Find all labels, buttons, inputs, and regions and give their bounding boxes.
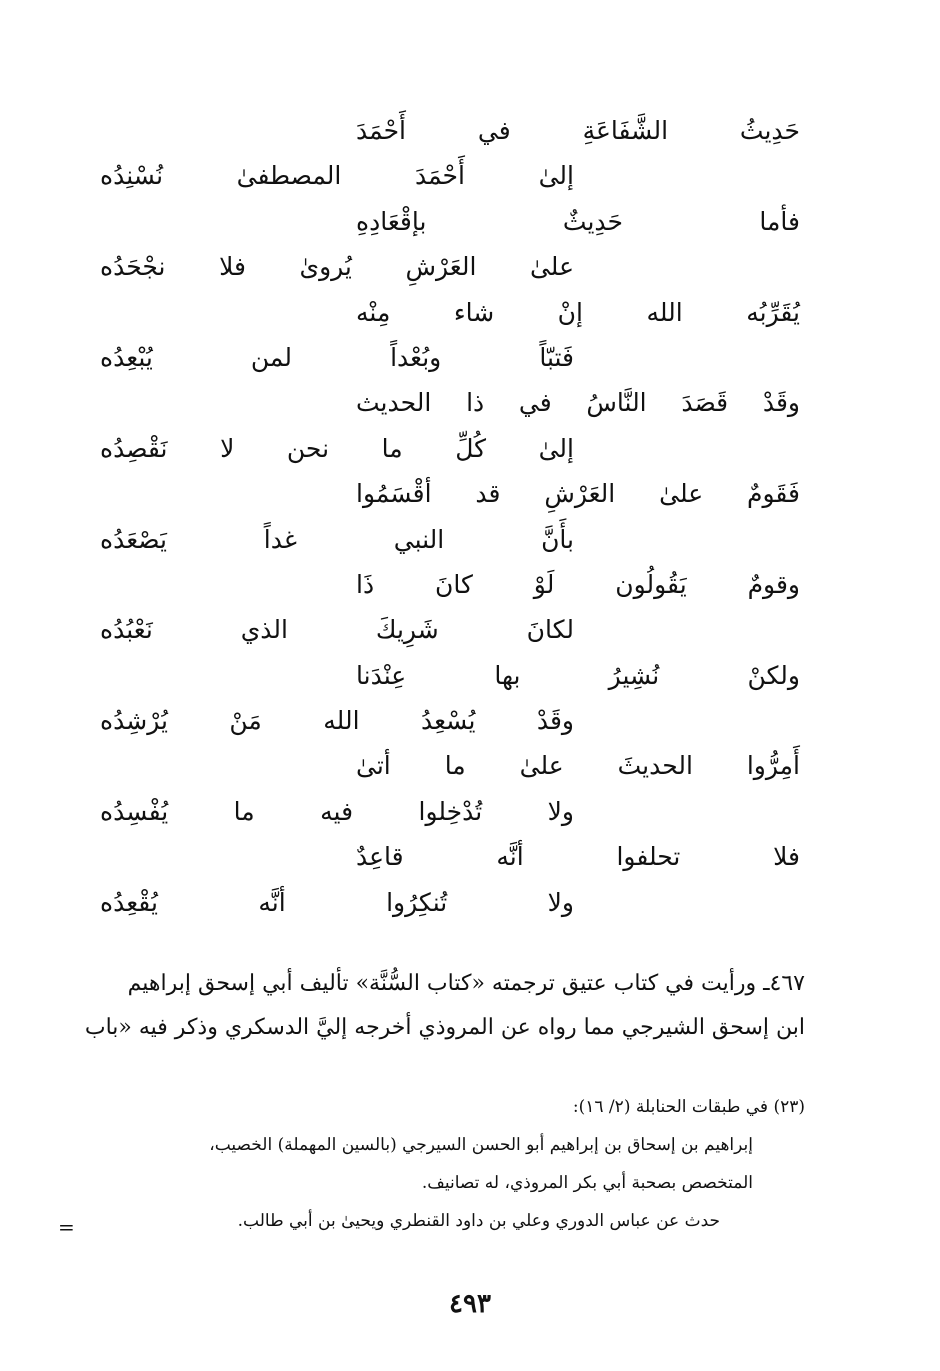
poem-word: حَدِيثُ bbox=[739, 116, 800, 145]
poem-word: في bbox=[518, 388, 552, 418]
poem-word: لا bbox=[220, 433, 235, 463]
poem-word: قد bbox=[475, 479, 501, 509]
poem-line-9 bbox=[356, 471, 800, 516]
poem-word: الله bbox=[646, 297, 683, 327]
poem-word: حَدِيثٌ bbox=[562, 206, 623, 236]
poem-word: فلا bbox=[773, 842, 800, 872]
poem-word: يَصْعَدُه bbox=[100, 524, 167, 554]
poem-word: علىٰ bbox=[529, 252, 574, 282]
poem-word: أتىٰ bbox=[356, 751, 391, 781]
poem-word: ما bbox=[233, 796, 255, 826]
poem-word: يُبْعِدُه bbox=[100, 342, 153, 372]
poem-line-5 bbox=[356, 290, 800, 335]
prose-paragraph bbox=[84, 962, 805, 1050]
poem-word: أنَّه bbox=[258, 887, 286, 917]
poem-word: لمن bbox=[250, 342, 293, 372]
poem-word: شاء bbox=[453, 297, 495, 327]
poem-line-13 bbox=[356, 653, 800, 698]
poem-verses bbox=[100, 108, 800, 925]
prose-line-1: ٤٦٧ـ ورأيت في كتاب عتيق ترجمته «كتاب السُّنَّة» تأليف أبي إسحق إبراهيم bbox=[127, 971, 805, 996]
footnote-line-1: إبراهيم بن إسحاق بن إبراهيم أبو الحسن السيرجي (بالسين المهملة) الخصيب، bbox=[209, 1135, 753, 1155]
poem-word: يُروىٰ bbox=[299, 252, 352, 282]
poem-word: النَّاسُ bbox=[586, 388, 647, 418]
poem-word: يَقُولُون bbox=[615, 569, 687, 599]
poem-word: غداً bbox=[263, 524, 297, 554]
poem-line-10 bbox=[100, 517, 574, 562]
poem-word: شَرِيكَ bbox=[375, 615, 439, 645]
footnote-line-2: المتخصص بصحبة أبي بكر المروذي، له تصانيف. bbox=[421, 1173, 753, 1193]
poem-word: وقَدْ bbox=[762, 388, 800, 418]
poem-word: نحن bbox=[286, 433, 330, 463]
poem-word: بها bbox=[494, 660, 521, 690]
poem-word: قاعِدٌ bbox=[356, 842, 404, 872]
poem-line-2 bbox=[100, 153, 574, 198]
poem-word: العَرْشِ bbox=[544, 479, 616, 509]
poem-word: يُفْسِدُه bbox=[100, 796, 169, 826]
poem-word: نُشِيرُ bbox=[608, 660, 660, 690]
poem-word: يُقَرِّبُه bbox=[746, 297, 800, 327]
poem-line-7 bbox=[356, 380, 800, 425]
poem-word: العَرْشِ bbox=[405, 252, 477, 282]
poem-word: الله bbox=[323, 706, 360, 736]
poem-word: نَعْبُدُه bbox=[100, 615, 153, 645]
poem-word: عِنْدَنا bbox=[356, 660, 407, 690]
poem-word: أَحْمَدَ bbox=[356, 116, 406, 145]
poem-word: ولكنْ bbox=[747, 660, 800, 690]
poem-word: وبُعْداً bbox=[390, 342, 442, 372]
poem-word: أَحْمَدَ bbox=[414, 161, 465, 191]
poem-word: نَقْصِدُه bbox=[100, 433, 168, 463]
poem-line-1 bbox=[356, 108, 800, 153]
prose-line-2: ابن إسحق الشيرجي مما رواه عن المروذي أخرجه إليَّ الدسكري وذكر فيه «باب bbox=[84, 1015, 805, 1040]
footnote-heading: (٢٣) في طبقات الحنابلة (٢/ ١٦): bbox=[572, 1097, 805, 1117]
poem-word: علىٰ bbox=[519, 751, 564, 781]
poem-word: الحديث bbox=[356, 388, 432, 418]
poem-word: بإقْعَادِهِ bbox=[356, 206, 427, 236]
poem-line-3 bbox=[356, 199, 800, 244]
poem-word: ما bbox=[381, 433, 403, 463]
poem-line-8 bbox=[100, 426, 574, 471]
poem-word: فلا bbox=[219, 252, 246, 282]
poem-line-14 bbox=[100, 698, 574, 743]
poem-word: ولا bbox=[547, 796, 574, 826]
poem-line-15 bbox=[356, 743, 800, 788]
poem-word: يُرْشِدُه bbox=[100, 706, 168, 736]
poem-word: فيه bbox=[320, 796, 354, 826]
poem-word: إلىٰ bbox=[538, 161, 574, 191]
poem-word: في bbox=[477, 116, 511, 145]
poem-word: تحلفوا bbox=[616, 842, 681, 872]
poem-word: نُسْنِدُه bbox=[100, 161, 164, 191]
poem-word: يُقْعِدُه bbox=[100, 887, 158, 917]
poem-line-4 bbox=[100, 244, 574, 289]
poem-word: لَوْ bbox=[533, 569, 555, 599]
poem-word: وقَدْ bbox=[536, 706, 574, 736]
poem-word: ولا bbox=[547, 887, 574, 917]
poem-word: تُنكِرُوا bbox=[386, 887, 448, 917]
poem-word: المصطفىٰ bbox=[236, 161, 342, 191]
poem-word: مَنْ bbox=[229, 706, 262, 736]
poem-word: تُدْخِلوا bbox=[418, 796, 483, 826]
poem-word: وقومٌ bbox=[747, 569, 800, 599]
page-number: ٤٩٣ bbox=[449, 1289, 491, 1319]
poem-line-6 bbox=[100, 335, 574, 380]
poem-line-18 bbox=[100, 880, 574, 925]
poem-line-12 bbox=[100, 607, 574, 652]
poem-word: إنْ bbox=[557, 297, 583, 327]
poem-word: ذَا bbox=[356, 569, 375, 599]
poem-word: لكانَ bbox=[526, 615, 574, 645]
poem-word: قَصَدَ bbox=[681, 388, 729, 418]
poem-word: الحديثَ bbox=[617, 751, 693, 781]
poem-word: أَمِرُّوا bbox=[746, 751, 800, 781]
poem-word: مِنْه bbox=[356, 297, 391, 327]
poem-word: النبي bbox=[393, 524, 445, 554]
poem-word: فَقَومٌ bbox=[747, 479, 800, 509]
poem-line-17 bbox=[356, 834, 800, 879]
poem-word: الذي bbox=[240, 615, 288, 645]
poem-word: يُسْعِدُ bbox=[420, 706, 476, 736]
continuation-mark: = bbox=[58, 1215, 75, 1239]
poem-word: أنَّه bbox=[496, 842, 524, 872]
poem-word: فأما bbox=[759, 206, 800, 236]
poem-word: كُلِّ bbox=[455, 433, 487, 463]
poem-word: فَتبّاً bbox=[539, 342, 574, 372]
poem-word: ذا bbox=[466, 388, 485, 418]
footnote-line-3: حدث عن عباس الدوري وعلي بن داود القنطري ويحيىٰ بن أبي طالب. bbox=[237, 1211, 720, 1231]
footnote-section bbox=[100, 1088, 805, 1240]
poem-word: نجْحَدُه bbox=[100, 252, 166, 282]
poem-line-16 bbox=[100, 789, 574, 834]
poem-word: ما bbox=[444, 751, 466, 781]
poem-word: الشَّفَاعَةِ bbox=[582, 116, 669, 145]
poem-word: أقْسَمُوا bbox=[356, 479, 432, 509]
poem-word: إلىٰ bbox=[538, 433, 574, 463]
poem-line-11 bbox=[356, 562, 800, 607]
poem-word: علىٰ bbox=[659, 479, 704, 509]
poem-word: كانَ bbox=[435, 569, 473, 599]
poem-word: بأَنَّ bbox=[541, 524, 574, 554]
